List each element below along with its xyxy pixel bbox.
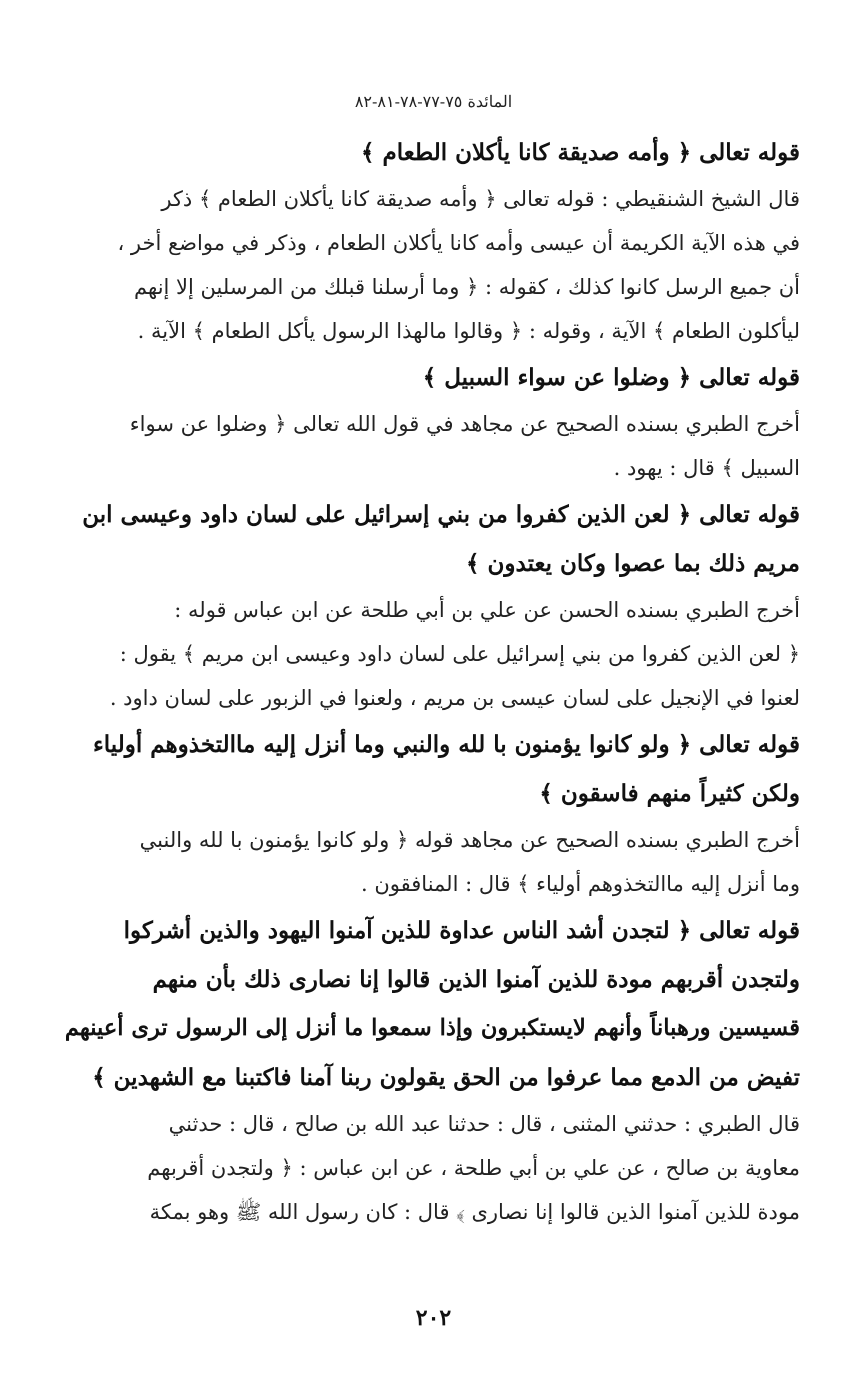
page-body	[64, 128, 800, 1234]
commentary-paragraph	[64, 588, 800, 720]
text-line: أخرج الطبري بسنده الحسن عن علي بن أبي طلحة عن ابن عباس قوله :	[174, 598, 800, 622]
text-line: ولكن كثيراً منهم فاسقون ﴾	[539, 780, 800, 807]
text-line: في هذه الآية الكريمة أن عيسى وأمه كانا يأكلان الطعام ، وذكر في مواضع أخر ،	[117, 231, 800, 255]
text-line: السبيل ﴾ قال : يهود .	[613, 456, 800, 480]
text-line: أن جميع الرسل كانوا كذلك ، كقوله : ﴿ وما أرسلنا قبلك من المرسلين إلا إنهم	[134, 275, 800, 299]
verse-heading	[64, 353, 800, 402]
text-line: قال الشيخ الشنقيطي : قوله تعالى ﴿ وأمه صديقة كانا يأكلان الطعام ﴾ ذكر	[161, 187, 800, 211]
text-line: قوله تعالى ﴿ لعن الذين كفروا من بني إسرائيل على لسان داود وعيسى ابن	[82, 501, 800, 528]
text-line: أخرج الطبري بسنده الصحيح عن مجاهد في قول الله تعالى ﴿ وضلوا عن سواء	[129, 412, 800, 436]
text-line: ليأكلون الطعام ﴾ الآية ، وقوله : ﴿ وقالوا مالهذا الرسول يأكل الطعام ﴾ الآية .	[137, 319, 800, 343]
text-line: قوله تعالى ﴿ لتجدن أشد الناس عداوة للذين آمنوا اليهود والذين أشركوا	[123, 917, 800, 944]
page-number: ٢٠٢	[415, 1305, 452, 1331]
text-line: لعنوا في الإنجيل على لسان عيسى بن مريم ، ولعنوا في الزبور على لسان داود .	[109, 686, 800, 710]
text-line: ولتجدن أقربهم مودة للذين آمنوا الذين قالوا إنا نصارى ذلك بأن منهم	[152, 966, 800, 993]
text-line: معاوية بن صالح ، عن علي بن أبي طلحة ، عن ابن عباس : ﴿ ولتجدن أقربهم	[147, 1156, 800, 1180]
text-line: قوله تعالى ﴿ ولو كانوا يؤمنون با لله والنبي وما أنزل إليه ماالتخذوهم أولياء	[92, 731, 800, 758]
commentary-paragraph	[64, 402, 800, 490]
text-line: قال الطبري : حدثني المثنى ، قال : حدثنا عبد الله بن صالح ، قال : حدثني	[168, 1112, 800, 1136]
text-line: مودة للذين آمنوا الذين قالوا إنا نصارى ﴾ قال : كان رسول الله ﷺ وهو بمكة	[149, 1200, 800, 1224]
verse-heading	[64, 720, 800, 818]
verse-heading	[64, 906, 800, 1102]
text-line: وما أنزل إليه ماالتخذوهم أولياء ﴾ قال : المنافقون .	[361, 872, 800, 896]
text-line: قوله تعالى ﴿ وضلوا عن سواء السبيل ﴾	[422, 364, 800, 391]
running-header: المائدة ٧٥-٧٧-٧٨-٨١-٨٢	[354, 92, 513, 111]
commentary-paragraph	[64, 1102, 800, 1234]
text-line: ﴿ لعن الذين كفروا من بني إسرائيل على لسان داود وعيسى ابن مريم ﴾ يقول :	[119, 642, 800, 666]
verse-heading	[64, 490, 800, 588]
commentary-paragraph	[64, 177, 800, 353]
text-line: مريم ذلك بما عصوا وكان يعتدون ﴾	[466, 550, 800, 577]
text-line: تفيض من الدمع مما عرفوا من الحق يقولون ربنا آمنا فاكتبنا مع الشهدين ﴾	[92, 1064, 800, 1091]
text-line: قوله تعالى ﴿ وأمه صديقة كانا يأكلان الطعام ﴾	[361, 139, 800, 166]
verse-heading	[64, 128, 800, 177]
text-line: أخرج الطبري بسنده الصحيح عن مجاهد قوله ﴿ ولو كانوا يؤمنون با لله والنبي	[139, 828, 800, 852]
text-line: قسيسين ورهباناً وأنهم لايستكبرون وإذا سمعوا ما أنزل إلى الرسول ترى أعينهم	[64, 1015, 800, 1041]
commentary-paragraph	[64, 818, 800, 906]
